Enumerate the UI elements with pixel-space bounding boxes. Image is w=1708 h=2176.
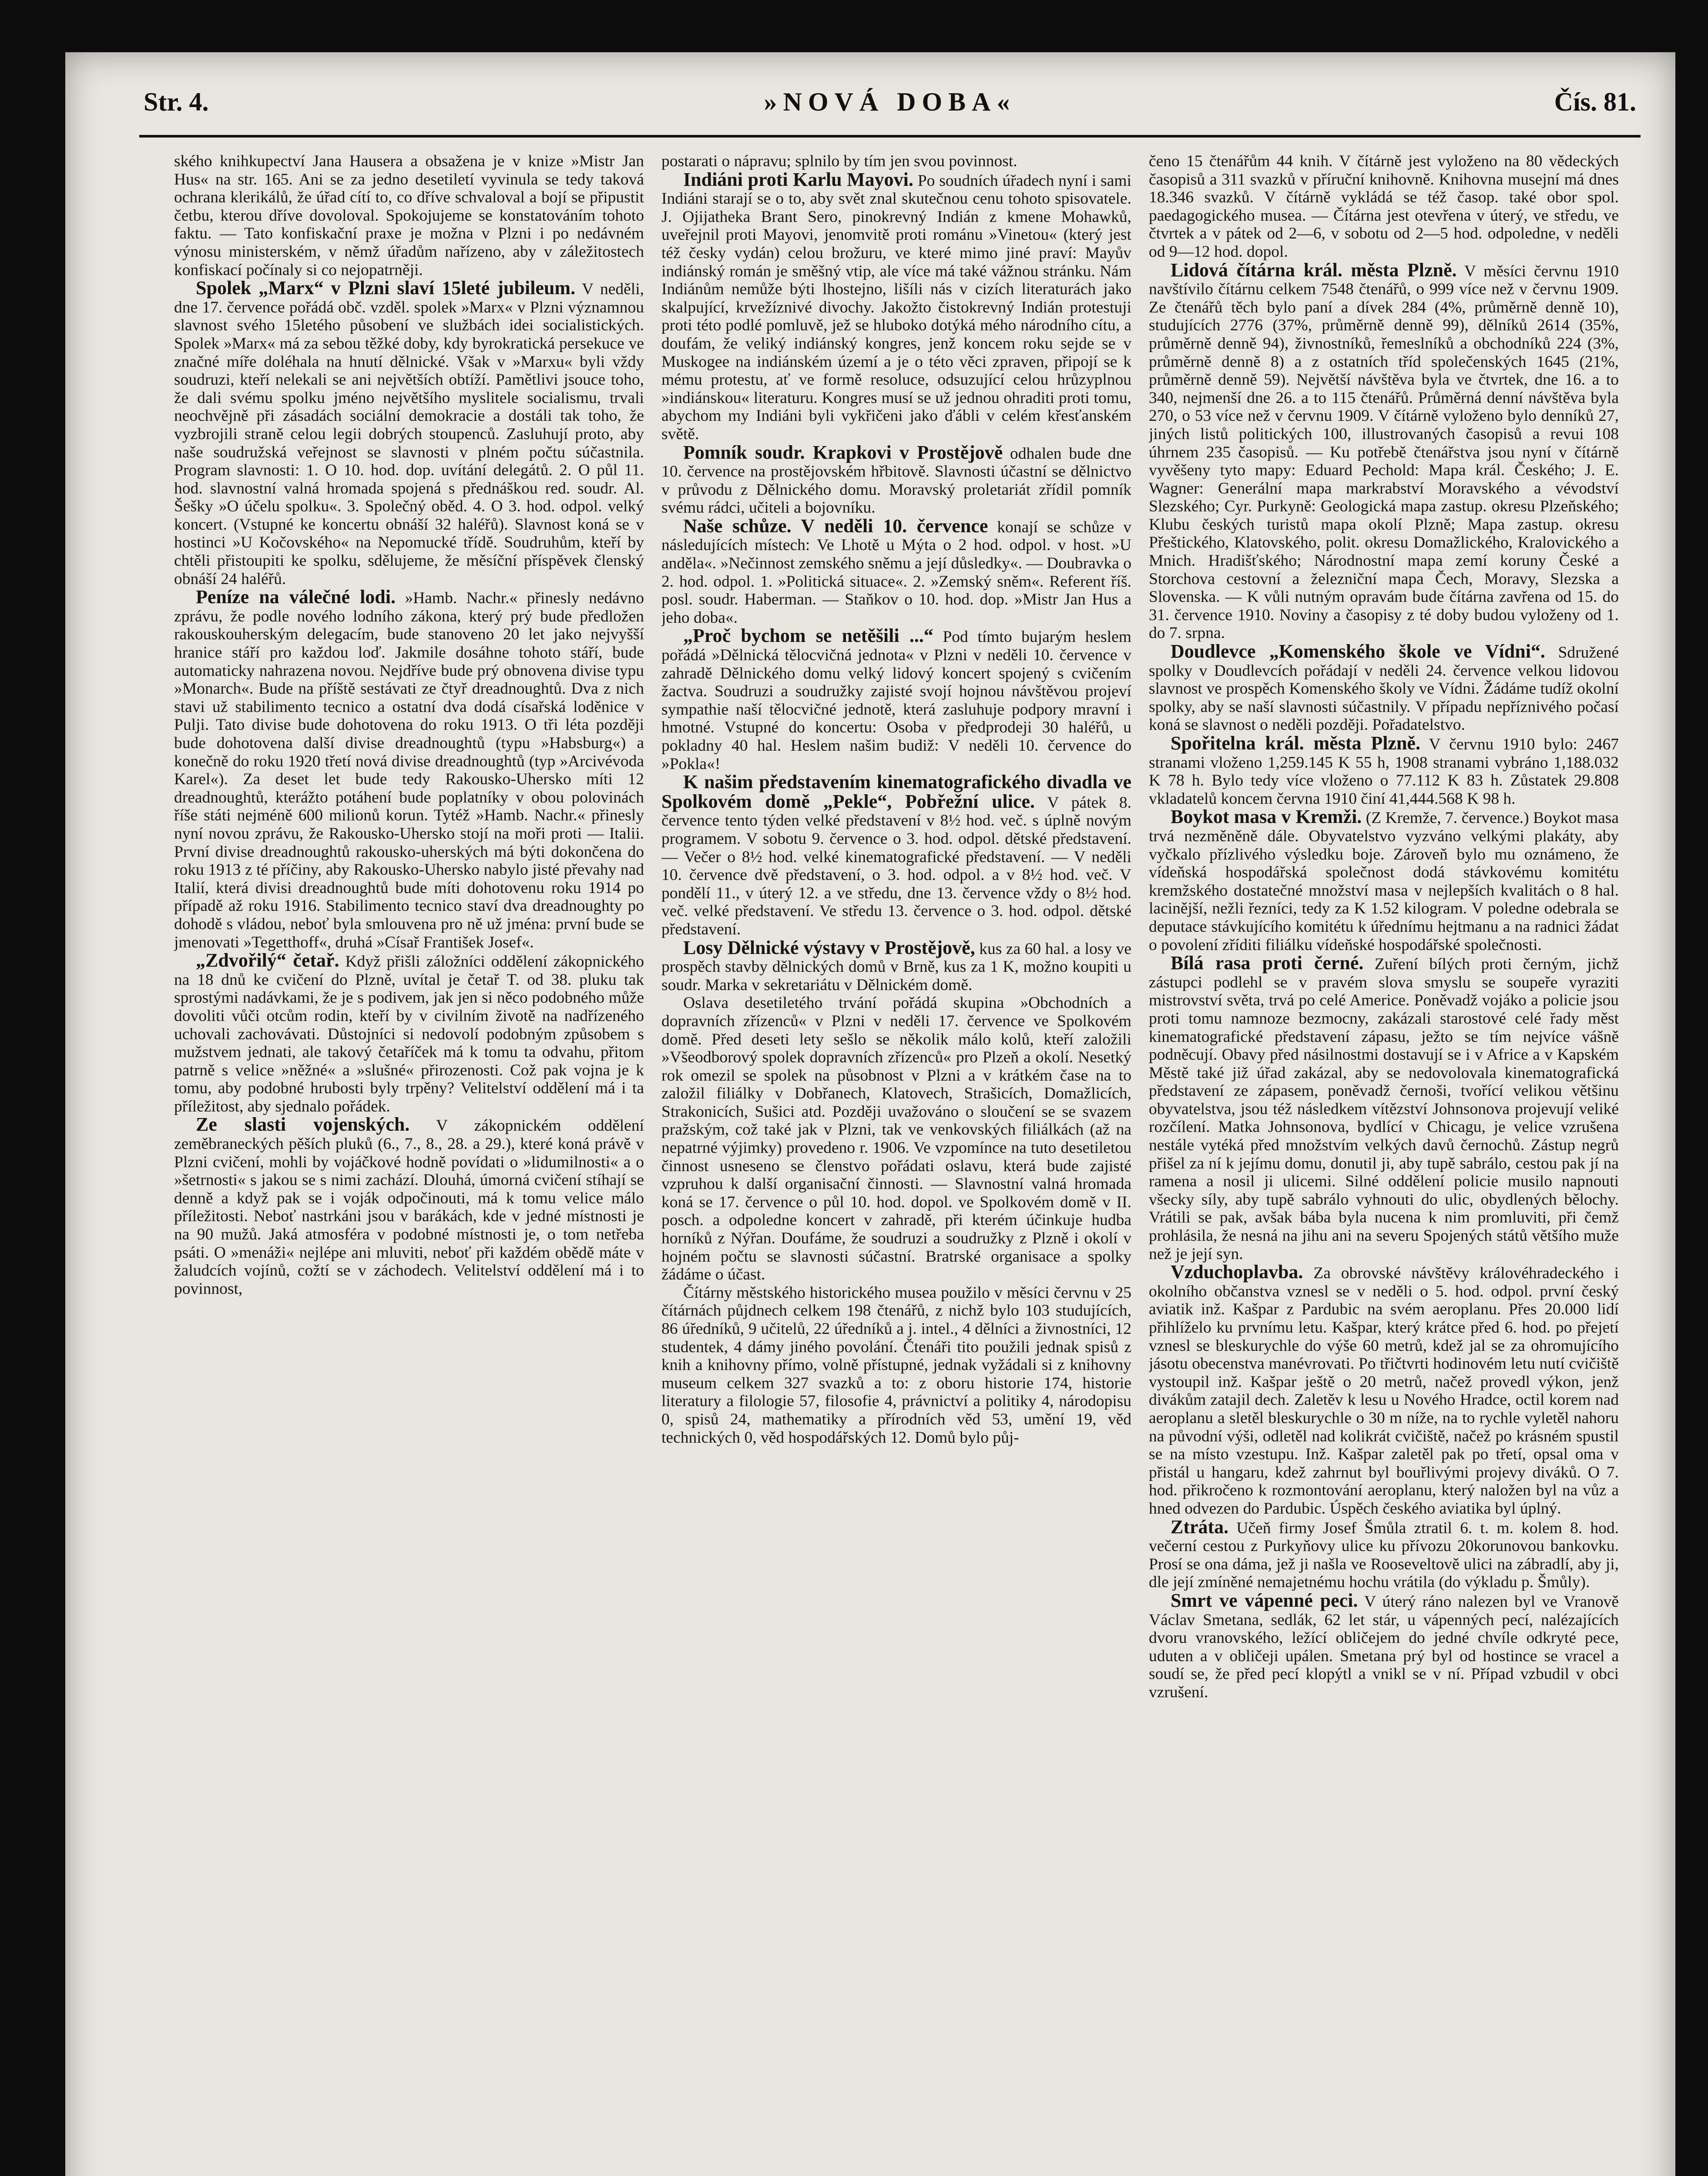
article-paragraph (174, 951, 644, 1115)
article-text: Když přišli záložníci oddělení zákopnického na 18 dnů ke cvičení do Plzně, uvítal je četař T. od 38. pluku tak sprostými nadávkami, že je s podivem, jak jen si něco podobného může dovoliti vůči otcům rodin, kteří by v civilním životě na nadřízeného uchovali zachovávati. Důstojníci si nedovolí podobným způsobem s mužstvem jednati, ale takový četaříček má k tomu ta odvahu, přitom patrně s velice »něžné« a »slušné« přirozenosti. Což pak vojna je k tomu, aby podobné hrubosti byly trpěny? Velitelství oddělení má i ta příležitost, aby sjednalo pořádek. (174, 953, 644, 1115)
article-text: kus za 60 hal. a losy ve prospěch stavby dělnických domů v Brně, kus za 1 K, možno koupiti u soudr. Marka v sekretariátu v Dělnickém domě. (661, 940, 1131, 994)
article-text: Čítárny městského historického musea použilo v měsíci červnu v 25 čítárnách půjdnech celkem 198 čtenářů, z nichž bylo 103 studujících, 86 úředníků, 9 učitelů, 22 úředníků a j. intel., 4 dělníci a živnostníci, 12 studentek, 4 dámy jiného povolání. Čtenáři tito použili jednak spisů z knih a knihovny přímo, volně přístupné, jednak vyžádali si z knihovny museum celkem 327 svazků a to: z oboru historie 174, historie literatury a filologie 57, filosofie 4, právnictví a politiky 4, národopisu 0, spisů 24, mathematiky a přírodních věd 53, umění 19, věd technických 0, věd hospodářských 12. Domů bylo půj- (661, 1283, 1131, 1447)
article-paragraph (1149, 734, 1619, 808)
issue-number: Čís. 81. (1554, 87, 1636, 116)
article-text: Zuření bílých proti černým, jichž zástupci podlehl se v pravém slova smyslu se soupeře vyraziti mistrovství světa, trvá po celé Americe. Poněvadž vojáko a policie jsou proti tomu namnoze bezmocny, zakázali starostové celé řady měst kinematografické představení zápasu, ježto se tím nejvíce vášně podněcují. Obavy před násilnostmi dostavují se i v Africe a v Kapském Městě také již úřad zakázal, aby se nedovolovala kinematografická představení ze zápasem, poněvadž černoši, tvořící velikou většinu obyvatelstva, jsou též následkem vítězství Johnsonova projevují veliké rozčílení. Matka Johnsonova, bydlící v Chicagu, je velice vzrušena nestále vytéká před množstvím velkých davů černochů. Zástup negrů přišel za ní k jejímu domu, donutil ji, aby tupě sabrálo, cestou pak jí na ramena a nosil ji ulicemi. Silné oddělení policie musilo napnouti všecky síly, aby tupě sabrálo vyhnouti do ulic, obydlených bělochy. Vrátili se pak, avšak bába byla nucena k nim promluviti, při čemž prohlásila, že nesná na jihu ani na severu Spojených států většího muže než je její syn. (1149, 955, 1619, 1263)
article-paragraph (1149, 642, 1619, 734)
column-1 (174, 152, 644, 2176)
article-paragraph (661, 1284, 1131, 1447)
article-text: V pátek 8. července tento týden velké představení v 8½ hod. več. s úplně novým programem. V sobotu 9. července o 3. hod. odpol. dětské představení. — Večer o 8½ hod. velké kinematografické představení. — V neděli 10. července dvě představení, o 3. hod. odpol. a v 8½ hod. več. V pondělí 11., v úterý 12. a ve středu, dne 13. července vždy o 8½ hod. več. velké představení. Ve středu 13. července o 3. hod. odpol. dětské představení. (661, 793, 1131, 938)
article-paragraph (174, 152, 644, 279)
article-text: V neděli, dne 17. července pořádá obč. vzděl. spolek »Marx« v Plzni významnou slavnost svého 15letého působení ve službách idei socialistických. Spolek »Marx« má za sebou těžké doby, kdy byrokratická persekuce ve značné míře doléhala na hnutí dělnické. Však v »Marxu« byli vždy soudruzi, kteří nelekali se ani největších obtíží. Pamětlivi jsouce toho, že dali svému spolku jméno největšího myslitele socialismu, trvali neochvějně při zásadách sociální demokracie a dostáli tak toho, že vyzbrojili straně celou legii dobrých stoupenců. Zasluhují proto, aby naše soudružská veřejnost se slavnosti v plném počtu súčastnila. Program slavnosti: 1. O 10. hod. dop. uvítání delegátů. 2. O půl 11. hod. slavnostní valná hromada spojená s přednáškou red. soudr. Al. Šešky »O účelu spolku«. 3. Společný oběd. 4. O 3. hod. odpol. velký koncert. (Vstupné ke koncertu obnáší 32 haléřů). Slavnost koná se v hostinci »U Kočovského« na Nepomucké třídě. Soudruhům, kteří by chtěli přistoupiti ke spolku, sdělujeme, že měsíční příspěvek členský obnáší 24 haléřů. (174, 280, 644, 588)
article-text: odhalen bude dne 10. července na prostějovském hřbitově. Slavnosti účastní se dělnictvo v průvodu z Dělnického domu. Moravský proletariát zřídil pomník svému rádci, učiteli a bojovníku. (661, 444, 1131, 517)
article-paragraph (661, 994, 1131, 1284)
column-3 (1149, 152, 1619, 2176)
article-heading: Bílá rasa proti černé. (1171, 952, 1364, 974)
article-heading: Naše schůze. V neděli 10. července (683, 515, 988, 537)
article-text: Za obrovské návštěvy královéhradeckého i okolního občanstva vznesl se v neděli o 5. hod. odpol. první český aviatik inž. Kašpar z Pardubic na svém aeroplanu. Přes 20.000 lidí přihlíželo ku prvnímu letu. Kašpar, který krátce před 6. hod. po přejetí vznesl se bleskurychle do výše 60 metrů, kdež jal se za ohromujícího jásotu obecenstva manévrovati. Po třičtvrti hodinovém letu nutí cvičiště vystoupil inž. Kašpar ještě o 20 metrů, načež provedl výkon, jenž divákům zatajil dech. Zaletěv k lesu u Nového Hradce, octil korem nad aeroplanu a sletěl bleskurychle o 30 m níže, na to rychle vyletěl nahoru na původní výši, odletěl nad kolikrát cvičiště, načež po krásném spustil se na místo vzestupu. Inž. Kašpar zaletěl pak po třetí, opsal oma v přistál u hangaru, kdež zahrnut byl bouřlivými projevy diváků. O 7. hod. přikročeno k rozmontování aeroplanu, který naložen byl na vůz a hned odvezen do Pardubic. Úspěch českého aviatika byl úplný. (1149, 1264, 1619, 1518)
article-paragraph (1149, 808, 1619, 954)
article-paragraph (174, 588, 644, 951)
article-heading: Losy Dělnické výstavy v Prostějově, (683, 937, 975, 958)
article-paragraph (1149, 954, 1619, 1263)
article-heading: Peníze na válečné lodi. (196, 586, 396, 608)
text-columns (174, 152, 1619, 2176)
article-heading: Doudlevce „Komenského škole ve Vídni“. (1171, 641, 1545, 662)
article-text: Oslava desetiletého trvání pořádá skupina »Obchodních a dopravních zřízenců« v Plzni v neděli 17. července ve Spolkovém domě. Před deseti lety sešlo se několik málo kolů, kteří založili »Všeodborový spolek dopravních zřízenců« pro Plzeň a okolí. Nesetký rok omezil se spolek na působnost v Plzni a v krátkém čase na to založil filiálky v Dobřanech, Klatovech, Strašicích, Domažlicích, Strakonicích, Sušici atd. Později uvažováno o sloučení se se svazem pražským, což také jak v Plzni, tak ve venkovských filiálkách (až na nepatrné výjimky) provedeno r. 1906. Ve vzpomínce na tuto desetiletou činnost usneseno se členstvo pořádati oslavu, která bude zajisté vzpruhou k další organisační činnosti. — Slavnostní valná hromada koná se 17. července o půl 10. hod. dopol. ve Spolkovém domě v II. posch. a odpoledne koncert v zahradě, při kterém účinkuje hudba horníků z Nýřan. Doufáme, že soudruzi a soudružky z Plzně i okolí v hojném počtu se slavnosti súčastní. Bratrské organisace a spolky žádáme o účast. (661, 994, 1131, 1284)
article-heading: Spořitelna král. města Plzně. (1171, 732, 1420, 754)
newspaper-page (65, 52, 1675, 2176)
article-paragraph (1149, 1263, 1619, 1518)
article-text: konají se schůze v následujících místech: Ve Lhotě u Mýta o 2 hod. odpol. v host. »U anděla«. »Nečinnost zemského sněmu a její důsledky«. — Doubravka o 2. hod. odpol. 1. »Politická situace«. 2. »Zemský sněm«. Referent říš. posl. soudr. Haberman. — Staňkov o 10. hod. dop. »Mistr Jan Hus a jeho doba«. (661, 518, 1131, 627)
article-heading: K našim představením kinematografického divadla ve Spolkovém domě „Pekle“, Pobřežní ulice. (661, 771, 1131, 812)
article-text: V úterý ráno nalezen byl ve Vranově Václav Smetana, sedlák, 62 let stár, u vápenných pecí, nalézajících dvoru vranovského, ležící obličejem do jedné chvíle odkryté pece, uduten a v obličeji upálen. Smetana prý byl od hostince se vracel a soudí se, že před pecí klopýtl a vnikl se v ní. Případ vzbudil v obci vzrušení. (1149, 1592, 1619, 1701)
article-paragraph (661, 517, 1131, 627)
article-text: Učeň firmy Josef Šmůla ztratil 6. t. m. kolem 8. hod. večerní cestou z Purkyňovy ulice ku přívozu 20korunovou bankovku. Prosí se ona dáma, jež ji našla ve Rooseveltově ulici na zábradlí, aby ji, dle její zmíněné nemajetnému hochu vrátila (do výkladu p. Šmůly). (1149, 1519, 1619, 1592)
article-heading: Ztráta. (1171, 1516, 1229, 1538)
article-paragraph (1149, 1589, 1619, 1702)
article-paragraph (661, 939, 1131, 994)
article-paragraph (174, 279, 644, 588)
article-heading: Ze slasti vojenských. (196, 1114, 410, 1135)
article-paragraph (661, 168, 1131, 443)
article-paragraph (661, 773, 1131, 938)
article-heading: Vzduchoplavba. (1171, 1261, 1303, 1283)
newspaper-title: »NOVÁ DOBA« (764, 87, 1016, 116)
article-paragraph (174, 1115, 644, 1298)
page-number-label: Str. 4. (144, 87, 209, 116)
article-heading: „Proč bychom se netěšili ...“ (683, 625, 933, 647)
article-text: (Z Kremže, 7. července.) Boykot masa trvá nezměněně dále. Obyvatelstvo vyzváno velkými plakáty, aby vyčkalo přízlivého výsledku boje. Zároveň bylo mu oznámeno, že vídeňská hospodářská společnost dodá stávkovému komitétu kremžského dostatečné množství masa v nejlepších kvalitách o 8 hal. lacinější, nežli řezníci, tedy za K 1.52 kilogram. V poledne odebrala se deputace stávkujícího komitétu k úřednímu hejtmanu a na radnici žádat o povolení zříditi filiálku vídeňské hospodářské společnosti. (1149, 809, 1619, 954)
article-text: V měsíci červnu 1910 navštívilo čítárnu celkem 7548 čtenářů, o 999 více než v červnu 1909. Ze čtenářů těch bylo paní a dívek 284 (4%, průměrně denně 10), studujících 2776 (37%, průměrně denně 99), dělníků 2614 (35%, průměrně denně 94), živnostníků, řemeslníků a obchodníků 224 (3%, průměrně denně 8) a z ostatních tříd společenských 1645 (21%, průměrně denně 59). Největší návštěva byla ve čtvrtek, dne 16. a to 340, nejmenší dne 26. a to 115 čtenářů. Průměrná denní návštěva byla 270, o 53 více než v červnu 1909. V čítárně vyloženo bylo denníků 27, jiných listů politických 100, illustrovaných časopisů a revui 108 úhrnem 235 časopisů. — Ku potřebě čtenářstva jsou nyní v čítárně vyvěšeny tyto mapy: Eduard Pechold: Mapa král. Českého; J. E. Wagner: Generální mapa markrabství Moravského a vévodství Slezského; Cyr. Purkyně: Geologická mapa zastup. okresu Plzeňského; Klubu českých turistů mapa okolí Plzně; Mapa zastup. okresu Přeštického, Klatovského, polit. okresu Domažlického, Kralovického a Mnich. Hradišťského; Národnostní mapa zemí koruny České a Storchova cestovní a železniční mapa Čech, Moravy, Slezska a Slovenska. — K vůli nutným opravám bude čítárna zavřena od 15. do 31. července 1910. Noviny a časopisy z té doby budou vyloženy od 1. do 7. srpna. (1149, 262, 1619, 642)
article-heading: Pomník soudr. Krapkovi v Prostějově (683, 441, 1003, 463)
article-paragraph (661, 443, 1131, 517)
article-text: Po soudních úřadech nyní i sami Indiáni starají se o to, aby svět znal skutečnou cenu tohoto spisovatele. J. Ojijatheka Brant Sero, pinokrevný Indián z kmene Mohawků, uveřejnil proti Mayovi, jenomvitě proti románu »Vinetou« (který jest též česky vydán) celou brožuru, ve které mimo jiné praví: Mayův indiánský román je směšný vtip, ale více má také vážnou stránku. Nám Indiánům nemůže býti lhostejno, lišíli nás v cizích literaturách jako skalpující, krvežíznivé divochy. Jakožto čistokrevný Indián protestuji proti této podlé pomluvě, jež se hluboko dotýká mého národního cítu, a doufám, že veliký indiánský kongres, jenž koncem roku sejde se v Muskogee na indiánském území a je o této věci zpraven, připojí se k mému protestu, ať ve formě resoluce, odsuzující celou hrůzyplnou »indiánskou« literaturu. Kongres musí se už jednou ohraditi proti tomu, abychom my Indiáni byli vykřičeni jako ďábli v celém křesťanském světě. (661, 171, 1131, 443)
article-heading: „Zdvořilý“ četař. (196, 950, 339, 971)
article-paragraph (1149, 152, 1619, 261)
article-heading: Lidová čítárna král. města Plzně. (1171, 259, 1457, 281)
article-heading: Boykot masa v Kremži. (1171, 806, 1362, 828)
article-paragraph (1149, 261, 1619, 642)
article-text: ského knihkupectví Jana Hausera a obsažena je v knize »Mistr Jan Hus« na str. 165. Ani se za jedno desetiletí vyvinula se tedy taková ochrana klerikálů, že úřad cítí to, co dříve schvaloval a bojí se připustit četbu, kterou dříve dovoloval. Spokojujeme se konstatováním tohoto faktu. — Tato konfiskační praxe je možna v Plzni i po nedávném výnosu ministerském, v němž úřadům nařízeno, aby v záležitostech konfiskací počínaly si co nejopatrněji. (174, 152, 644, 279)
article-text: V zákopnickém oddělení zeměbraneckých pěších pluků (6., 7., 8., 28. a 29.), které koná právě v Plzni cvičení, mohli by vojáčkové hodně povídati o »lidumilnosti« a o »šetrnosti« s jakou se s nimi zachází. Dlouhá, úmorná cvičení stíhají se denně a když pak se i voják odpočinouti, má k tomu velice málo příležitosti. Neboť nastrkáni jsou v barákách, kde v jedné místnosti je na 90 mužů. Jaká atmosféra v podobné místnosti je, o tom netřeba psáti. O »menáži« nejlépe ani mluviti, neboť při každém obědě máte v žaludcích vojínů, cožtí se v záchodech. Velitelství oddělení má i to povinnost, (174, 1117, 644, 1298)
article-text: Pod tímto bujarým heslem pořádá »Dělnická tělocvičná jednota« v Plzni v neděli 10. července v zahradě Dělnického domu velký lidový koncert spojený s cvičením žactva. Soudruzi a soudružky zajisté svojí hojnou návštěvou projeví sympathie naší tělocvičné jednotě, která zasluhuje podpory mravní i hmotné. Vstupné do koncertu: Osoba v předprodeji 30 haléřů, u pokladny 40 hal. Heslem našim budiž: V neděli 10. července do »Pokla«! (661, 628, 1131, 773)
article-paragraph (661, 152, 1131, 171)
article-text: postarati o nápravu; splnilo by tím jen svou povinnost. (661, 152, 1017, 170)
article-heading: Spolek „Marx“ v Plzni slaví 15leté jubileum. (196, 277, 576, 299)
article-text: Sdružené spolky v Doudlevcích pořádají v neděli 24. července velkou lidovou slavnost ve prospěch Komenského školy ve Vídni. Žádáme tudíž okolní spolky, aby se naší slavnosti súčastnily. V případu nepříznivého počasí koná se slavnost o neděli později. Pořadatelstvo. (1149, 644, 1619, 734)
column-2 (661, 152, 1131, 2176)
article-paragraph (661, 627, 1131, 773)
header-rule (139, 135, 1641, 138)
article-text: V červnu 1910 bylo: 2467 stranami vloženo 1,259.145 K 55 h, 1908 stranami vybráno 1,188.032 K 78 h. Bylo tedy více vloženo o 77.112 K 83 h. Zůstatek 29.808 vkladatelů koncem června 1910 činí 41,444.568 K 98 h. (1149, 735, 1619, 808)
article-text: čeno 15 čtenářům 44 knih. V čítárně jest vyloženo na 80 vědeckých časopisů a 311 svazků v příruční knihovně. Knihovna musejní má dnes 18.346 svazků. V čítárně vykládá se též časop. také obor spol. paedagogického musea. — Čítárna jest otevřena v úterý, ve středu, ve čtvrtek a v pátek od 2—6, v sobotu od 2—5 hod. odpoledne, v neděli od 9—12 hod. dopol. (1149, 152, 1619, 261)
running-head (144, 87, 1636, 122)
article-text: »Hamb. Nachr.« přinesly nedávno zprávu, že podle nového lodního zákona, který prý bude předložen rakouskouherským delegacím, bude stanoveno 20 let jako nejvyšší hranice stáří pro každou loď. Jakmile dosáhne tohoto stáří, bude automaticky nahrazena novou. Nejdříve bude prý obnovena divise typu »Monarch«. Bude na příště sestávati ze čtyř dreadnoughtů. Dva z nich stavi už stabilimento tecnico a ostatní dva dodá císařská loděnice v Pulji. Tato divise bude dohotovena do roku 1913. O tři léta později bude dohotovena další divise dreadnoughtů (typu »Habsburg«) a konečně do roku 1920 třetí nová divise dreadnoughtů (typ »Arcivévoda Karel«). Za deset let bude tedy Rakousko-Uhersko míti 12 dreadnoughtů, kterážto potáhení bude poplatníky v obou polovinách říše státi nejméně 600 milionů korun. Tytéž »Hamb. Nachr.« přinesly nyní novou zprávu, že Rakousko-Uhersko stojí na moři proti — Italii. První divise dreadnoughtů rakousko-uherských má býti dokončena do roku 1913 z té příčiny, aby Rakousko-Uhersko nabylo jisté převahy nad Italií, která divisi dreadnoughtů bude míti dohotovenu roku 1914 po případě až roku 1916. Stabilimento tecnico staví dva dreadnoughty po dohodě s vládou, neboť byla smlouvena pro ně už jména: první bude se jmenovati »Tegetthoff«, druhá »Císař František Josef«. (174, 589, 644, 951)
article-paragraph (1149, 1518, 1619, 1592)
article-heading: Indiáni proti Karlu Mayovi. (683, 168, 913, 190)
article-heading: Smrt ve vápenné peci. (1171, 1589, 1358, 1611)
